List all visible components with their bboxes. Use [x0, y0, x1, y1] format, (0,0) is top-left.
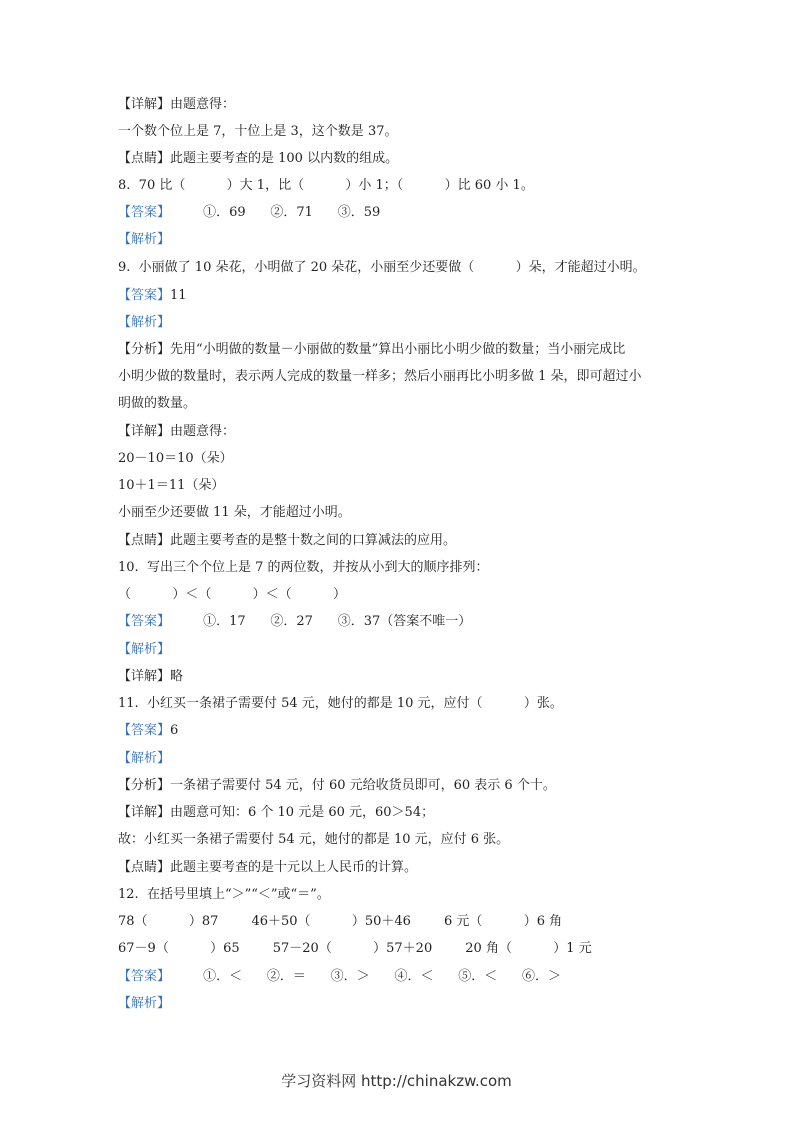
text-line: [118, 532, 456, 550]
line-text: （ ）＜（ ）＜（ ）: [118, 587, 346, 602]
line-text: 【详解】由题意得：: [118, 97, 236, 112]
line-text: 明做的数量。: [118, 396, 197, 411]
line-text: 10. 写出三个个位上是 7 的两位数，并按从小到大的顺序排列：: [118, 560, 489, 575]
text-line: [118, 259, 646, 277]
text-line: [118, 504, 351, 522]
line-text: 【详解】略: [118, 669, 184, 684]
line-text: 【点睛】此题主要考查的是 100 以内数的组成。: [118, 151, 399, 166]
answer-tag: 【答案】: [118, 288, 171, 303]
answer-tag: 【解析】: [118, 642, 171, 657]
text-line: [118, 177, 534, 195]
answer-tag: 【答案】: [118, 205, 171, 220]
text-line: [118, 695, 563, 713]
line-text: 67－9（ ）65 57－20（ ）57＋20 20 角（ ）1 元: [118, 941, 592, 956]
text-line: [118, 641, 170, 659]
line-text: 6: [170, 723, 179, 738]
text-line: [118, 96, 235, 114]
text-line: [118, 995, 170, 1013]
line-text: 8. 70 比（ ）大 1，比（ ）小 1；（ ）比 60 小 1。: [118, 178, 534, 193]
text-line: [118, 668, 183, 686]
text-line: [118, 913, 562, 931]
page-footer: 学习资料网 http://chinakzw.com: [281, 1072, 512, 1090]
text-line: [118, 586, 346, 604]
text-line: [118, 613, 471, 631]
line-text: 小明少做的数量时，表示两人完成的数量一样多；然后小丽再比小明多做 1 朵，即可超过小: [118, 369, 642, 384]
line-text: 10＋1＝11（朵）: [118, 478, 225, 493]
text-line: [118, 968, 561, 986]
line-text: 【分析】一条裙子需要付 54 元，付 60 元给收货员即可，60 表示 6 个十。: [118, 778, 556, 793]
line-text: ①．＜ ②．＝ ③．＞ ④．＜ ⑤．＜ ⑥．＞: [170, 969, 562, 984]
text-line: [118, 722, 178, 740]
answer-tag: 【解析】: [118, 315, 171, 330]
line-text: 【点睛】此题主要考查的是十元以上人民币的计算。: [118, 860, 418, 875]
line-text: 【点睛】此题主要考查的是整十数之间的口算减法的应用。: [118, 533, 457, 548]
text-line: [118, 450, 233, 468]
line-text: 故：小红买一条裙子需要付 54 元，她付的都是 10 元，应付 6 张。: [118, 832, 510, 847]
text-line: [118, 341, 625, 359]
text-line: [118, 750, 170, 768]
line-text: 【详解】由题意可知：6 个 10 元是 60 元，60＞54；: [118, 805, 435, 820]
text-line: [118, 886, 330, 904]
text-line: [118, 477, 224, 495]
text-line: [118, 150, 398, 168]
line-text: ①．17 ②．27 ③．37（答案不唯一）: [170, 614, 472, 629]
answer-tag: 【解析】: [118, 232, 171, 247]
text-line: [118, 831, 509, 849]
line-text: 【分析】先用“小明做的数量－小丽做的数量”算出小丽比小明少做的数量；当小丽完成比: [118, 342, 626, 357]
answer-tag: 【解析】: [118, 996, 171, 1011]
text-line: [118, 123, 397, 141]
text-line: [118, 314, 170, 332]
text-line: [118, 940, 592, 958]
text-line: [118, 859, 417, 877]
line-text: 12. 在括号里填上“＞”“＜”或“＝”。: [118, 887, 330, 902]
text-line: [118, 559, 488, 577]
line-text: ①．69 ②．71 ③．59: [170, 205, 381, 220]
answer-tag: 【答案】: [118, 969, 171, 984]
line-text: 11. 小红买一条裙子需要付 54 元，她付的都是 10 元，应付（ ）张。: [118, 696, 563, 711]
line-text: 一个数个位上是 7，十位上是 3，这个数是 37。: [118, 124, 398, 139]
line-text: 20－10＝10（朵）: [118, 451, 233, 466]
answer-tag: 【答案】: [118, 614, 171, 629]
text-line: [118, 804, 434, 822]
line-text: 78（ ）87 46＋50（ ）50＋46 6 元（ ）6 角: [118, 914, 563, 929]
answer-tag: 【答案】: [118, 723, 171, 738]
line-text: 【详解】由题意得：: [118, 424, 236, 439]
text-line: [118, 231, 170, 249]
line-text: 11: [170, 288, 187, 303]
text-line: [118, 395, 196, 413]
text-line: [118, 204, 380, 222]
answer-tag: 【解析】: [118, 751, 171, 766]
line-text: 9. 小丽做了 10 朵花，小明做了 20 朵花，小丽至少还要做（ ）朵，才能超过小明。: [118, 260, 646, 275]
text-line: [118, 777, 556, 795]
text-line: [118, 368, 642, 386]
text-line: [118, 423, 235, 441]
text-line: [118, 287, 187, 305]
line-text: 小丽至少还要做 11 朵，才能超过小明。: [118, 505, 351, 520]
